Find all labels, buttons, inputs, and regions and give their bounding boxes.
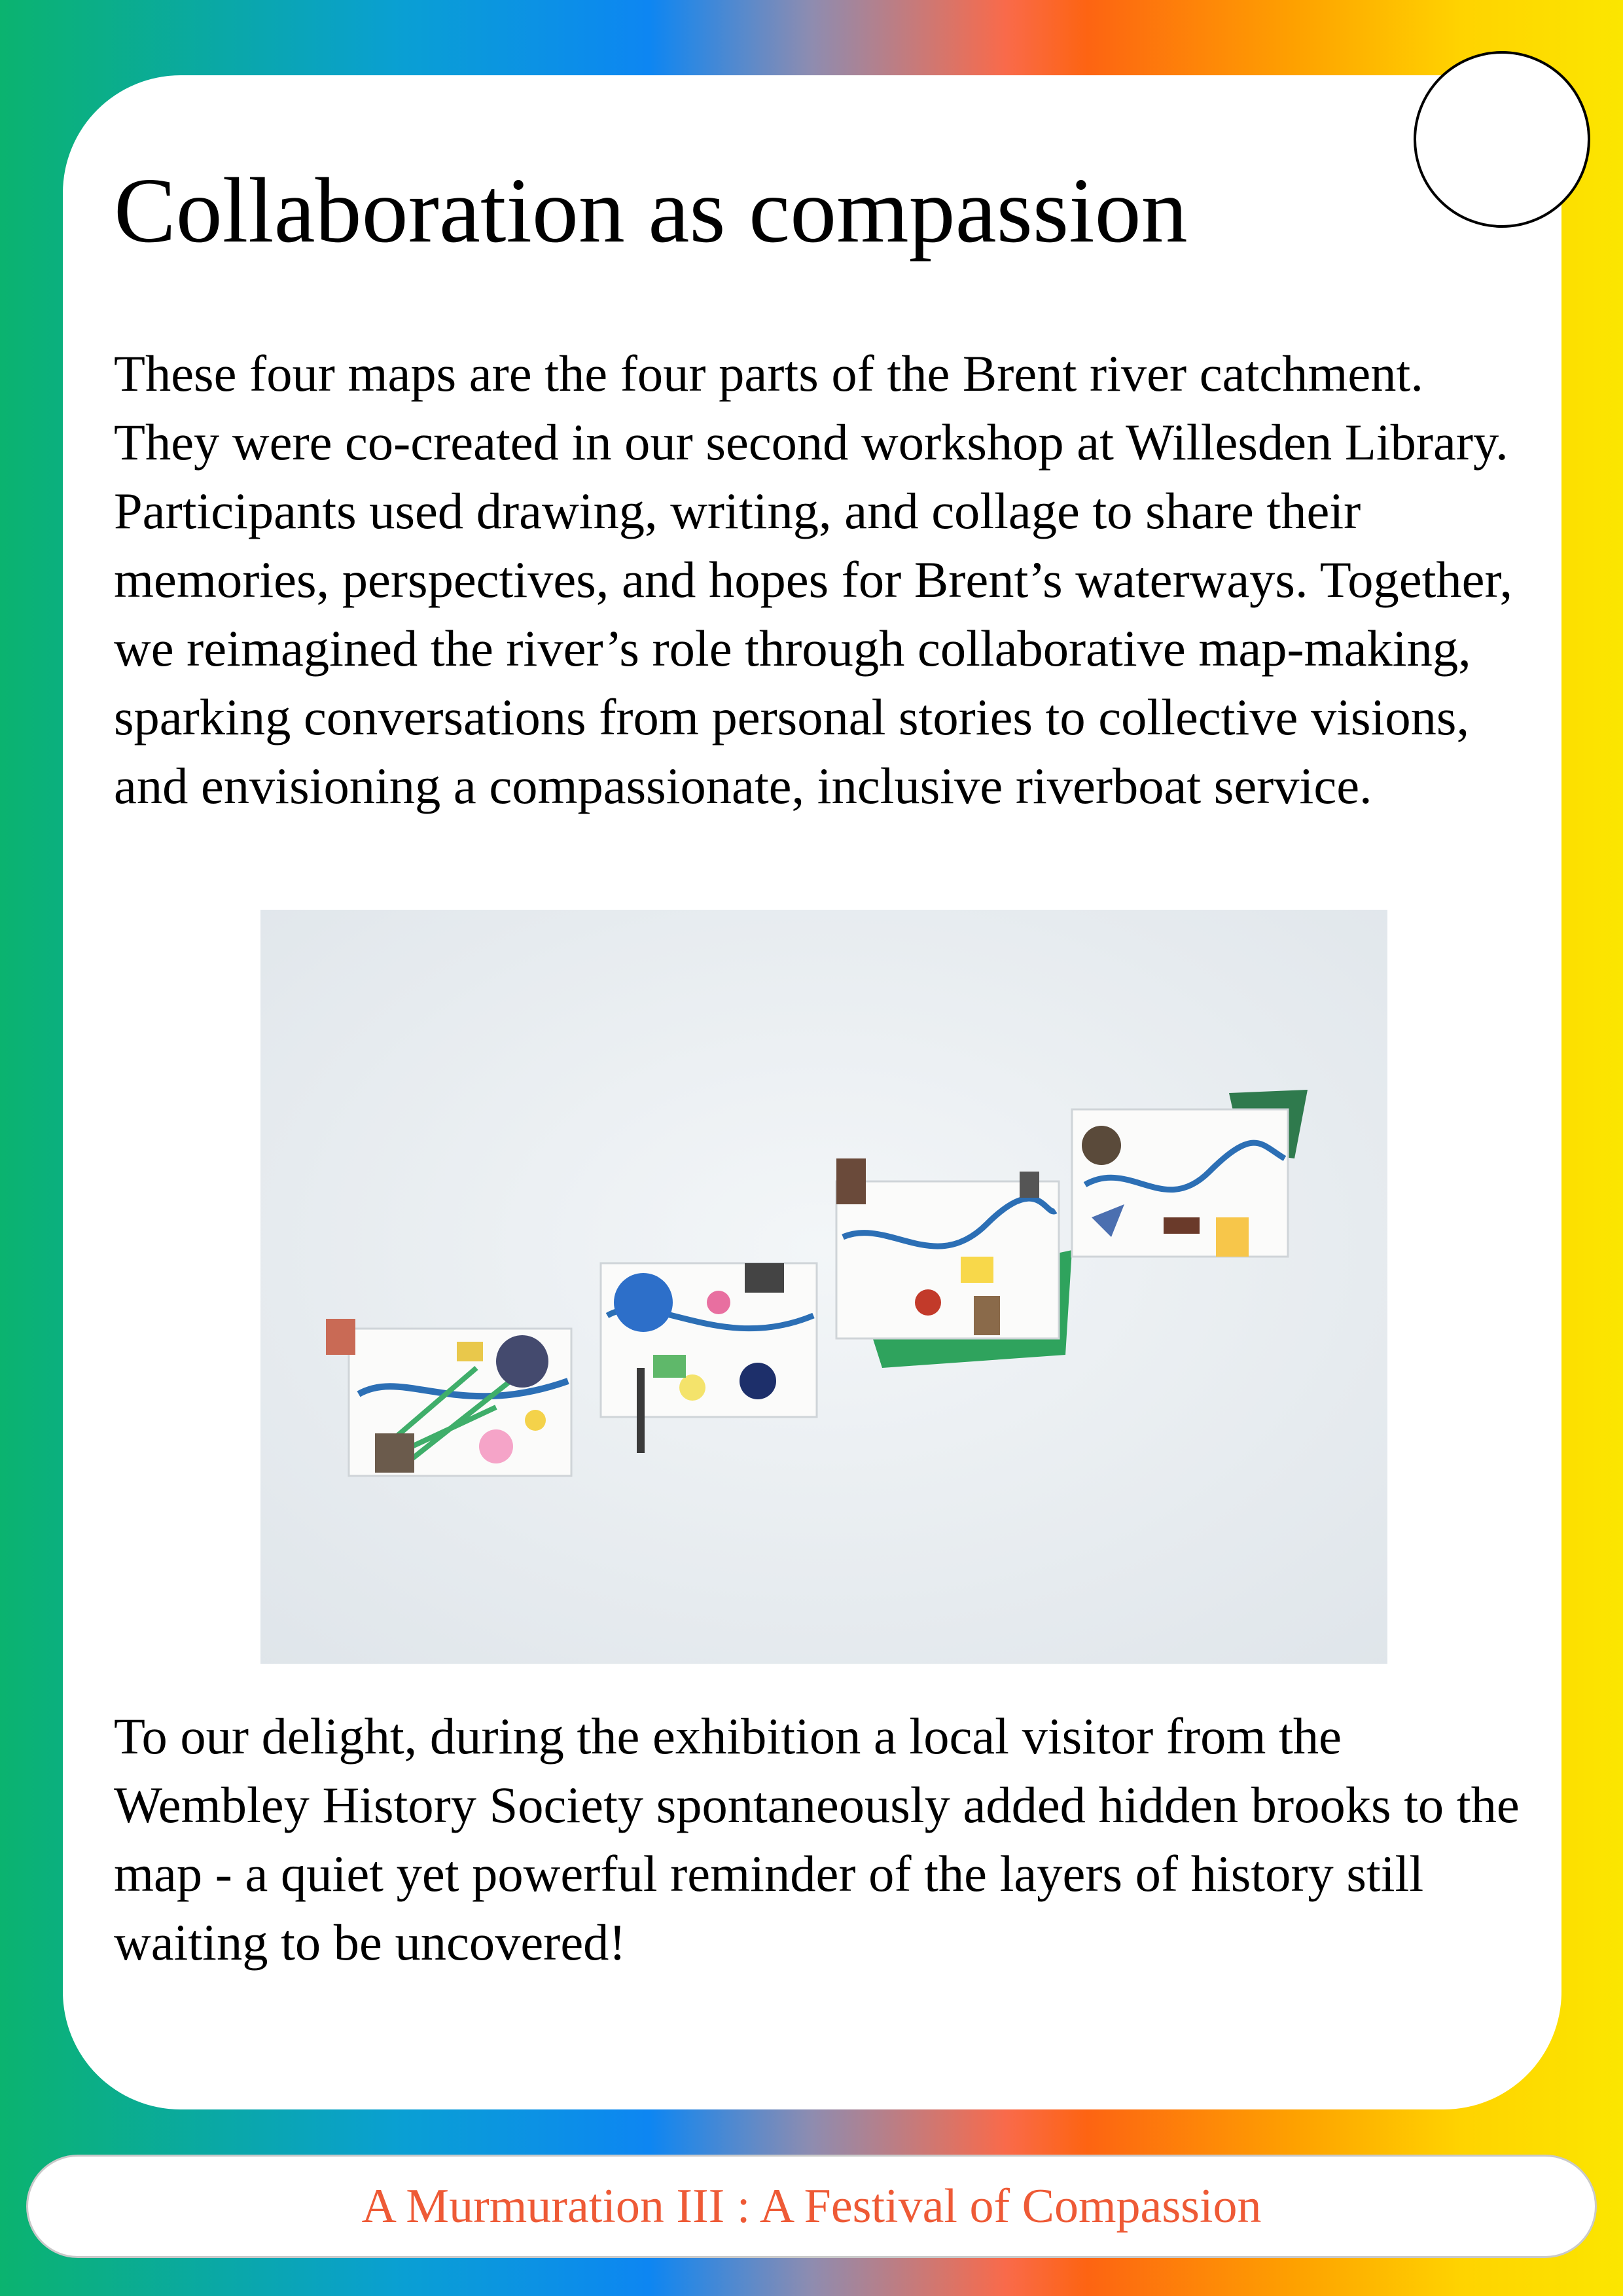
maps-on-wall-image bbox=[260, 910, 1387, 1664]
map-1 bbox=[326, 1319, 571, 1476]
closing-paragraph: To our delight, during the exhibition a local visitor from the Wembley History Society spontaneously added hidden brooks to the map - a quiet yet powerful reminder of the layers of history still waiting to be uncovered! bbox=[114, 1708, 1520, 1971]
corner-circle-icon bbox=[1414, 51, 1590, 228]
footer-text: A Murmuration III : A Festival of Compassion bbox=[361, 2179, 1262, 2233]
map-4 bbox=[1072, 1090, 1308, 1257]
map-3 bbox=[836, 1158, 1072, 1368]
exhibition-photo bbox=[260, 910, 1387, 1664]
intro-paragraph: These four maps are the four parts of the Brent river catchment. They were co-created in our second workshop at Willesden Library. Participants used drawing, writing, and collage to share their memories, perspectives, and hopes for Brent’s waterways. Together, we reimagined the river’s role through collaborative map-making, sparking conversations from personal stories to collective visions, and envisioning a compassionate, inclusive riverboat service. bbox=[114, 345, 1513, 814]
page-title: Collaboration as compassion bbox=[114, 158, 1188, 262]
footer-banner bbox=[26, 2155, 1597, 2258]
